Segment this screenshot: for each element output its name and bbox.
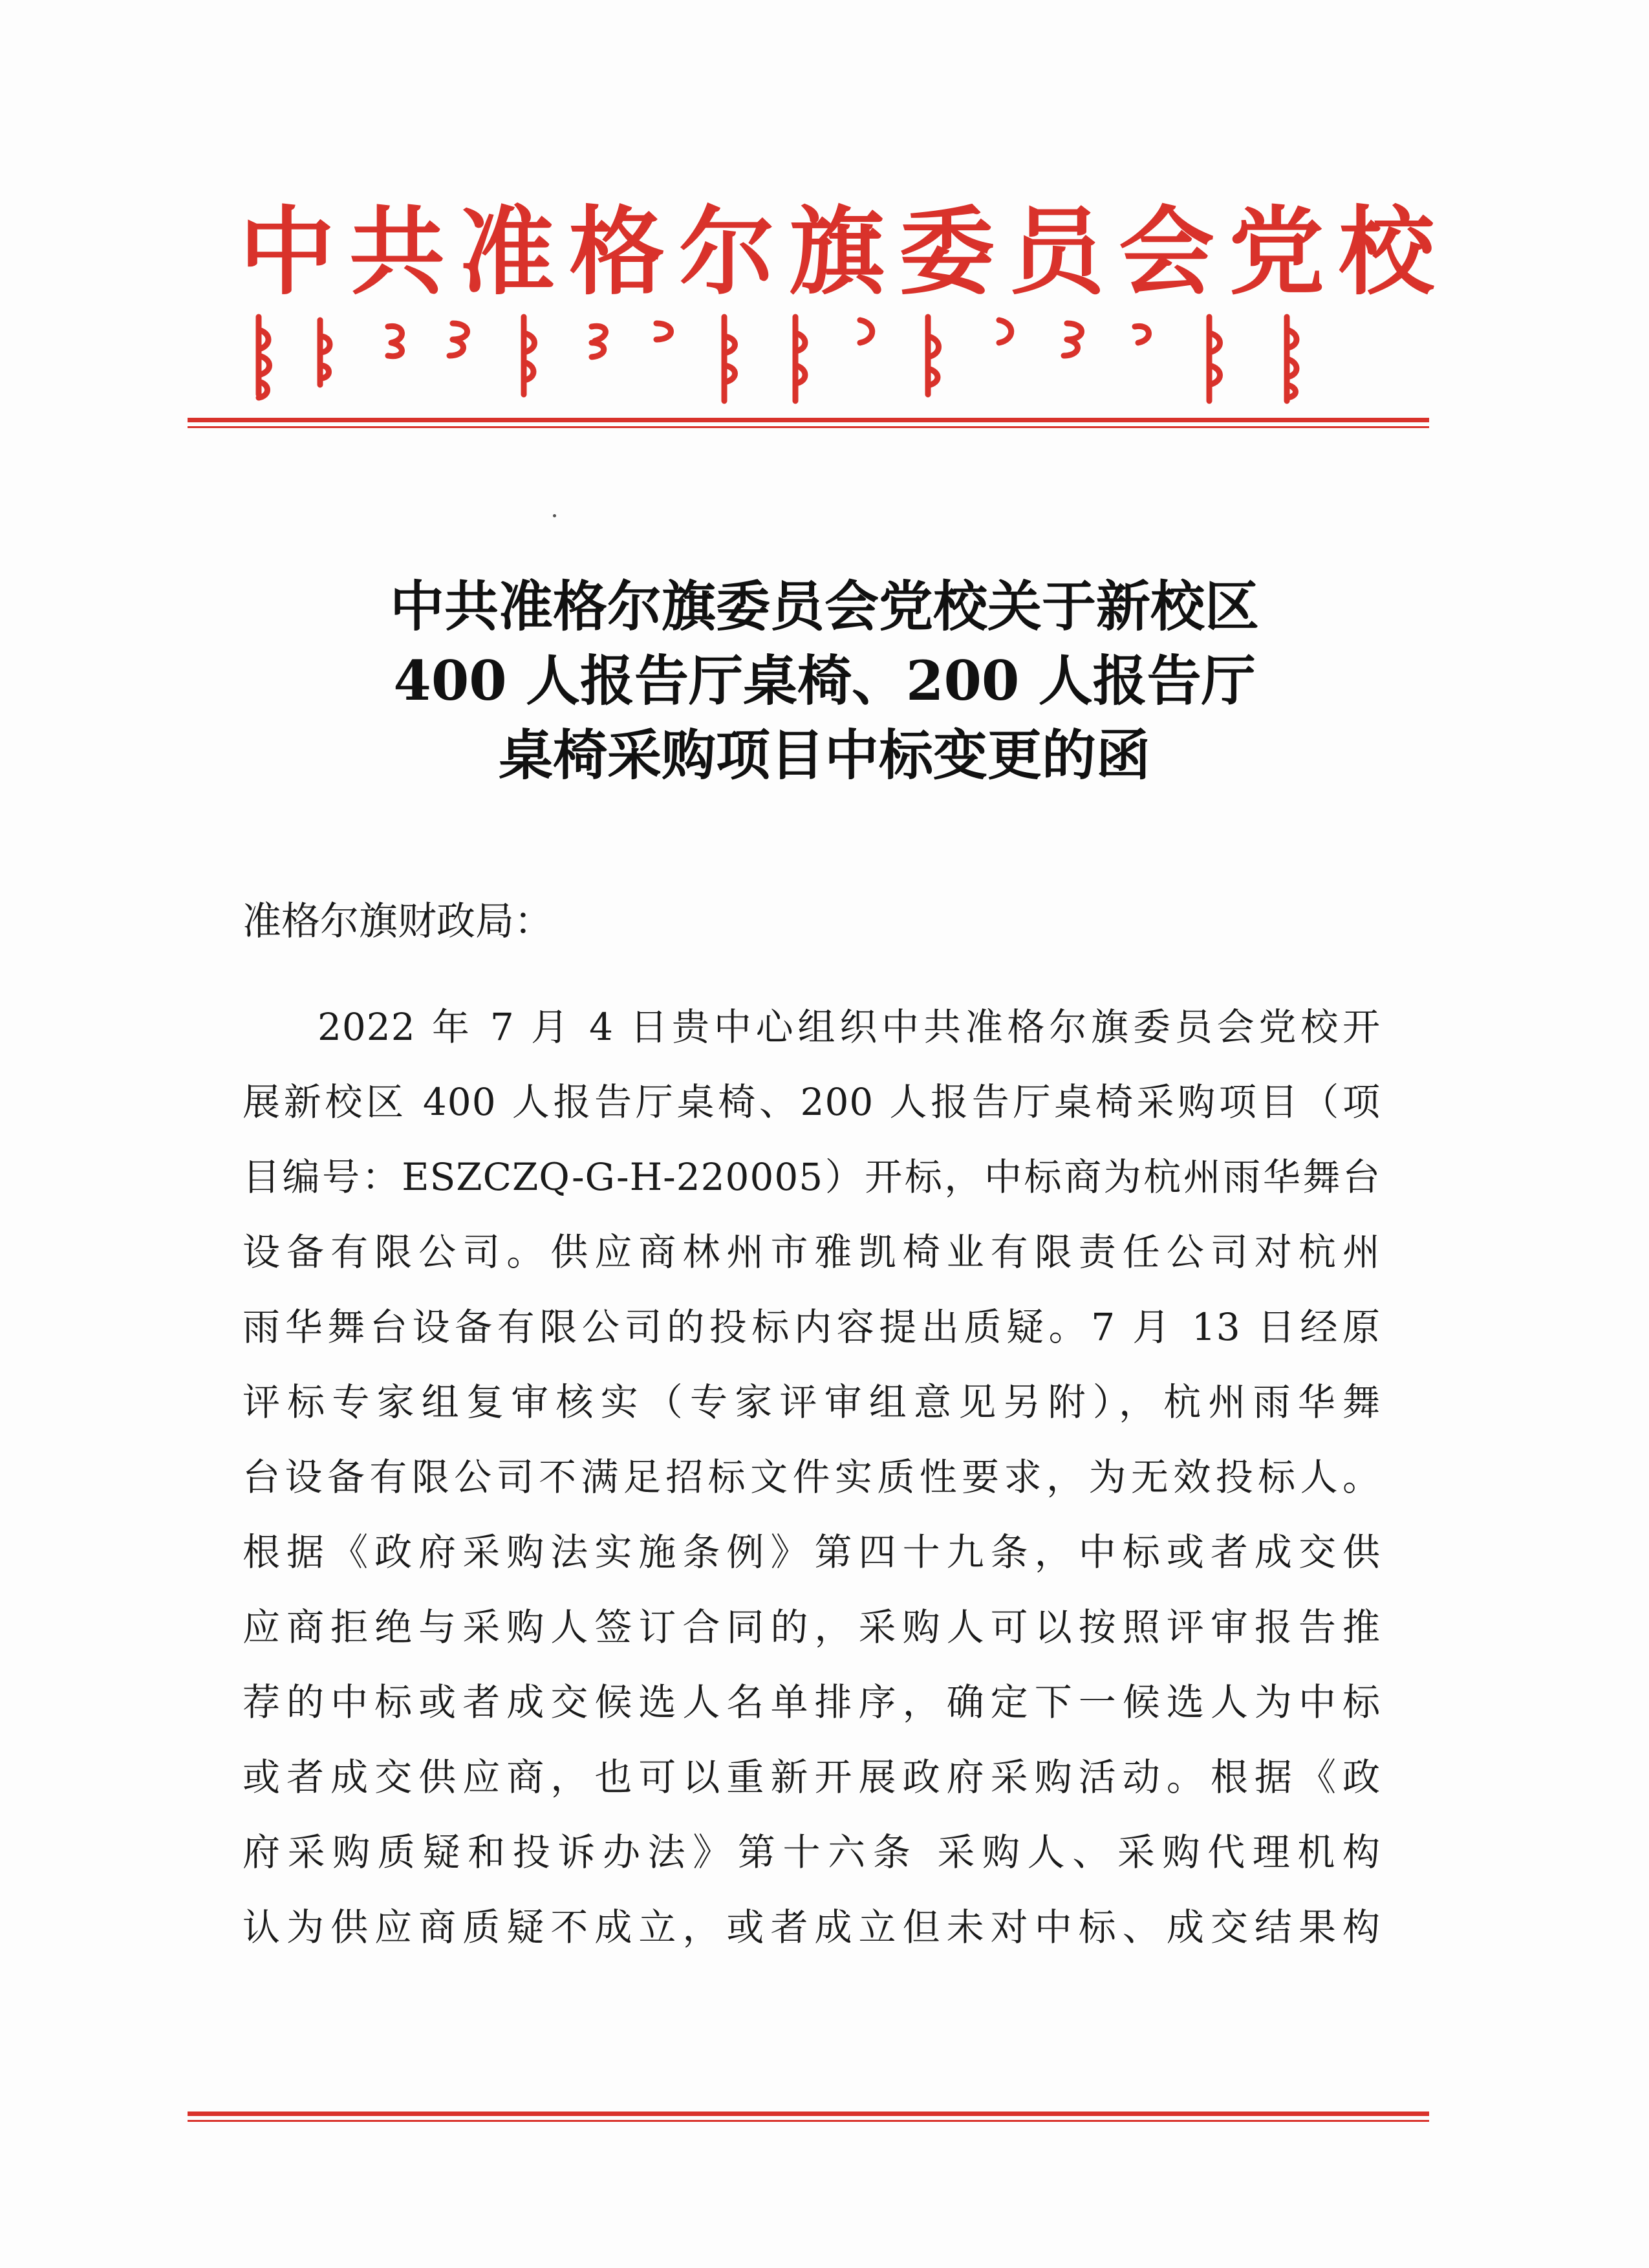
footer-divider: [188, 2111, 1429, 2122]
title-line: 400 人报告厅桌椅、200 人报告厅: [393, 649, 1256, 713]
body-paragraph: [242, 989, 1381, 1965]
title-line: 中共准格尔旗委员会党校关于新校区: [389, 574, 1259, 638]
title-line: 桌椅采购项目中标变更的函: [498, 723, 1150, 787]
body-line: 根据《政府采购法实施条例》第四十九条，中标或者成交供: [242, 1530, 1381, 1574]
body-line: 荐的中标或者成交候选人名单排序，确定下一候选人为中标: [242, 1680, 1381, 1724]
body-line: 认为供应商质疑不成立，或者成立但未对中标、成交结果构: [242, 1905, 1381, 1949]
body-line: 评标专家组复审核实（专家评审组意见另附），杭州雨华舞: [242, 1380, 1381, 1424]
letterhead-org-name: 中共准格尔旗委员会党校: [239, 197, 1449, 308]
document-title: [194, 569, 1455, 792]
body-line: 2022 年 7 月 4 日贵中心组织中共准格尔旗委员会党校开: [318, 1005, 1381, 1049]
body-line: 设备有限公司。供应商林州市雅凯椅业有限责任公司对杭州: [242, 1230, 1381, 1274]
body-line: 应商拒绝与采购人签订合同的，采购人可以按照评审报告推: [242, 1605, 1381, 1649]
body-line: 府采购质疑和投诉办法》第十六条 采购人、采购代理机构: [242, 1830, 1381, 1874]
body-line: 或者成交供应商，也可以重新开展政府采购活动。根据《政: [242, 1755, 1381, 1799]
letterhead-divider: [188, 418, 1429, 428]
body-line: 展新校区 400 人报告厅桌椅、200 人报告厅桌椅采购项目（项: [242, 1080, 1381, 1124]
scan-speck: [553, 514, 556, 517]
salutation: 准格尔旗财政局：: [242, 899, 553, 944]
body-line: 雨华舞台设备有限公司的投标内容提出质疑。7 月 13 日经原: [242, 1305, 1381, 1349]
letterhead-mongolian-script-graphic: [239, 304, 1371, 414]
body-line: 台设备有限公司不满足招标文件实质性要求，为无效投标人。: [242, 1455, 1381, 1499]
body-line: 目编号：ESZCZQ-G-H-220005）开标，中标商为杭州雨华舞台: [242, 1155, 1381, 1199]
